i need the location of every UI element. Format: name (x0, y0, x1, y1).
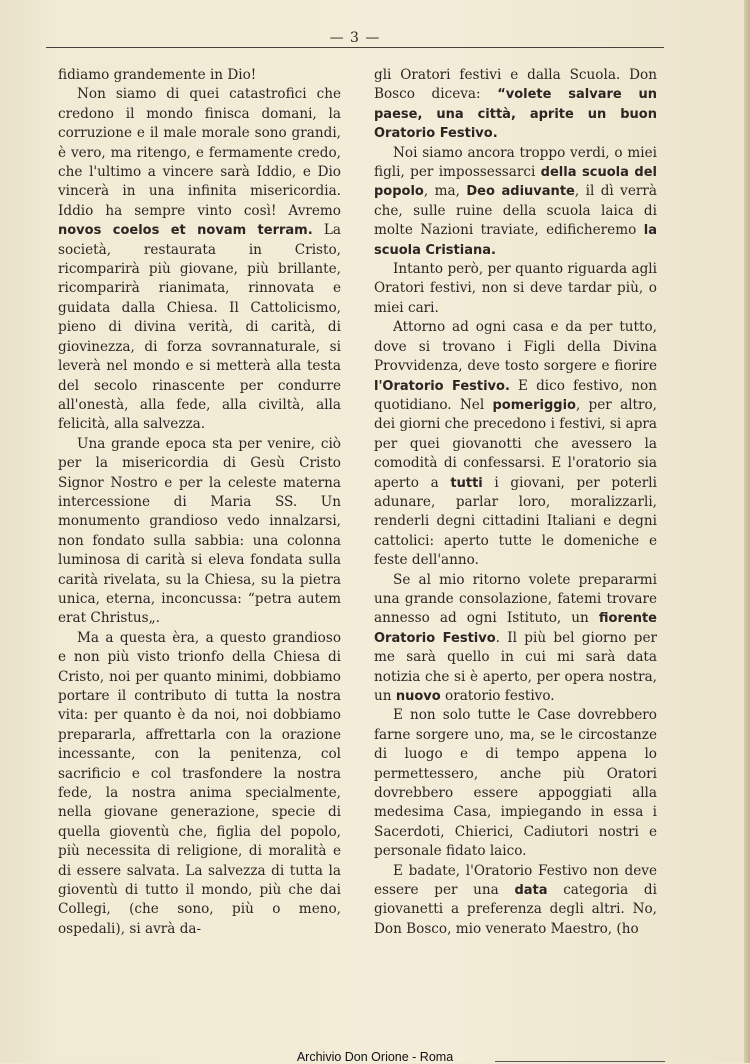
paragraph (374, 571, 657, 707)
page-edge-shadow (744, 0, 750, 1063)
text-run: E badate, l'Oratorio Festivo non deve essere per una (374, 862, 657, 899)
text-run: Non siamo di quei catastrofici che credono il mondo finisca domani, la corruzione e il male morale sono grandi, è vero, ma ritengo, e fermamente credo, che l'ultimo a vincere sarà Iddio, e Dio vincerà in una infinita misericordia. Iddio ha sempre vinto così! Avremo (58, 86, 341, 219)
paragraph (374, 706, 657, 861)
paragraph (58, 629, 341, 940)
header-rule (46, 47, 664, 48)
paragraph (374, 862, 657, 940)
text-run: Se al mio ritorno volete prepararmi una grande consolazione, fatemi trovare annesso ad ogni Istituto, un (374, 571, 657, 627)
text-run: fidiamo grandemente in Dio! (58, 67, 257, 83)
paragraph (58, 435, 341, 629)
paragraph (58, 66, 341, 85)
bold-text: data (514, 883, 548, 899)
text-run: oratorio festivo. (440, 688, 555, 704)
text-run: Ma a questa èra, a questo grandioso e non più visto trionfo della Chiesa di Cristo, noi per quanto minimi, dobbiamo portare il contributo di tutta la nostra vita: per quanto è da noi, noi dobbiamo prepararla, affrettarla con la orazione incessante, con la penitenza, col sacrificio e col trasfondere la nostra fede, la nostra anima specialmente, nella giovane generazione, specie di quella gioventù che, figlia del popolo, più necessita di religione, di moralità e di essere salvata. La salvezza di tutta la gioventù di tutto il mondo, più che dai Collegi, (che sono, più o meno, ospedali), si avrà da- (58, 629, 341, 937)
text-run: E dico festivo, non quotidiano. Nel (374, 377, 657, 413)
text-run: La società, restaurata in Cristo, ricomparirà più giovane, più brillante, ricomparirà rianimata, rinnovata e guidata dalla Chiesa. Il Cattolicismo, pieno di divina verità, di carità, di giovinezza, di forza sovrannaturale, si leverà nel mondo e si metterà alla testa del secolo rinascente per condurre all'onestà, alla fede, alla civiltà, alla felicità, alla salvezza. (58, 222, 342, 433)
paragraph (374, 144, 657, 260)
text-run: categoria di giovanetti a preferenza degli altri. No, Don Bosco, mio venerato Maestro, (ho (374, 882, 657, 937)
bold-text: della scuola del popolo (374, 165, 657, 200)
bold-text: fiorente Oratorio Festivo (374, 611, 657, 646)
paragraph (374, 318, 657, 570)
bold-text: l'Oratorio Festivo. (374, 378, 510, 394)
text-run: , il dì verrà che, sulle ruine della scuola laica di molte Nazioni traviate, edificheremo (374, 183, 658, 239)
text-run: i giovani, per poterli adunare, parlar loro, moralizzarli, renderli degni cittadini Italiani e degni cattolici: aperto tutte le domeniche e feste dell'anno. (374, 474, 657, 569)
bold-text: novos coelos et novam terram. (58, 223, 313, 239)
bold-text: pomeriggio (492, 397, 576, 413)
text-run: , per altro, dei giorni che precedono i festivi, si apra per quei giovanotti che avessero la comodità di confessarsi. E l'oratorio sia aperto a (374, 396, 657, 491)
archive-footer: Archivio Don Orione - Roma (296, 1050, 454, 1064)
text-run: Noi siamo ancora troppo verdi, o miei figli, per impossessarci (374, 144, 657, 181)
text-run: Intanto però, per quanto riguarda agli Oratori festivi, non si deve tardar più, o miei cari. (374, 261, 657, 316)
bold-text: “volete salvare un paese, una città, aprite un buon Oratorio Festivo. (374, 87, 657, 142)
left-column (58, 66, 341, 939)
footer-rule (495, 1061, 665, 1062)
text-run: , ma, (423, 183, 467, 200)
bold-text: nuovo (395, 689, 441, 704)
bold-text: tutti (450, 475, 483, 491)
bold-text: Deo adiuvante (466, 184, 575, 200)
paragraph (374, 66, 657, 144)
right-column (374, 66, 657, 939)
text-run: gli Oratori festivi e dalla Scuola. Don Bosco diceva: (374, 67, 657, 103)
text-run: Una grande epoca sta per venire, ciò per la misericordia di Gesù Cristo Signor Nostro e per la celeste materna intercessione di Maria SS. Un monumento grandioso vedo innalzarsi, non fondato sulla sabbia: una colonna luminosa di carità si eleva fondata sulla carità rivelata, su la Chiesa, su la pietra unica, eterna, inconcussa: “petra autem erat Christus„. (58, 435, 341, 627)
page-number: — 3 — (329, 30, 381, 46)
bold-text: la scuola Cristiana. (374, 223, 657, 258)
text-run: E non solo tutte le Case dovrebbero farne sorgere uno, ma, se le circostanze di luogo e di tempo appena lo permettessero, anche più Oratori dovrebbero essere appoggiati alla medesima Casa, impiegando in essa i Sacerdoti, Chierici, Cadiutori nostri e personale fidato laico. (374, 707, 657, 860)
text-run: . Il più bel giorno per me sarà quello in cui mi sarà data notizia che si è aperto, per opera nostra, un (374, 629, 657, 704)
paragraph (374, 260, 657, 318)
paragraph (58, 85, 341, 434)
text-run: Attorno ad ogni casa e da per tutto, dove si trovano i Figli della Divina Provvidenza, deve tosto sorgere e fiorire (374, 319, 657, 375)
